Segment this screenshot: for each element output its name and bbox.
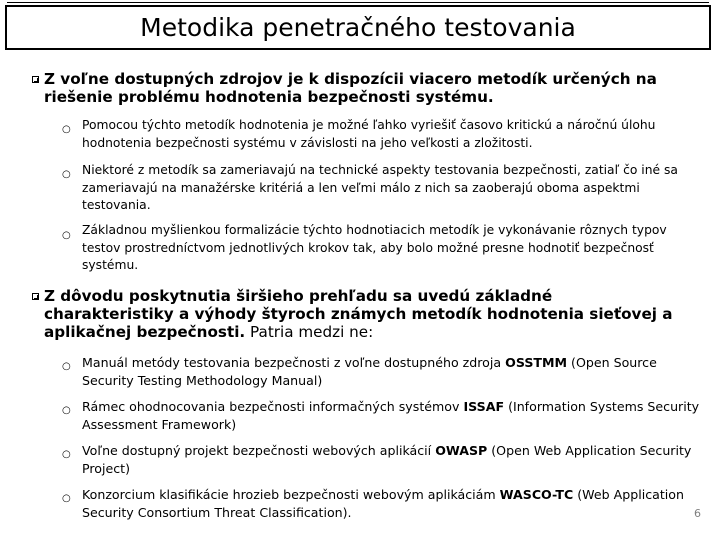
sub-2-2-pre: Rámec ohodnocovania bezpečnosti informačných systémov: [82, 399, 464, 414]
sub-2-4-bold: WASCO-TC: [499, 487, 574, 502]
sub-2-1-bold: OSSTMM: [505, 355, 568, 370]
sub-2-4-post: (Web Application Security Consortium Threat Classification).: [82, 487, 684, 520]
square-bullet-icon: [32, 293, 39, 300]
sub-point-1-3: Základnou myšlienkou formalizácie týchto hodnotiacich metodík je vykonávanie rôznych typov testov prostredníctvom jednotlivých krokov tak, aby bolo možné presne hodnotiť bezpečnosť systému.: [82, 223, 667, 272]
circle-bullet-icon: ○: [62, 493, 71, 504]
point-1-text: Z voľne dostupných zdrojov je k dispozícii viacero metodík určených na riešenie problému hodnotenia bezpečnosti systému.: [44, 70, 657, 106]
sub-point-2-1: [82, 354, 702, 389]
sub-2-1-pre: Manuál metódy testovania bezpečnosti z voľne dostupného zdroja: [82, 355, 506, 370]
title-text: Metodika penetračného testovania: [140, 13, 576, 42]
sub-point-1-1: Pomocou týchto metodík hodnotenia je možné ľahko vyriešiť časovo kritickú a náročnú úlohu hodnotenia bezpečnosti systému v závislosti na jeho veľkosti a zložitosti.: [82, 118, 656, 150]
slide-title: [5, 5, 711, 50]
sub-2-3-pre: Voľne dostupný projekt bezpečnosti webových aplikácií: [82, 443, 436, 458]
sub-point-1-2: Niektoré z metodík sa zameriavajú na technické aspekty testovania bezpečnosti, zatiaľ čo iné sa zameriavajú na manažérske kritériá a len veľmi málo z nich sa zaoberajú oboma aspektmi testovania.: [82, 163, 678, 212]
circle-bullet-icon: ○: [62, 230, 71, 241]
circle-bullet-icon: ○: [62, 405, 71, 416]
sub-point-2-4: [82, 486, 702, 521]
sub-2-1-post: (Open Source Security Testing Methodology Manual): [82, 355, 657, 388]
point-2-rest: Patria medzi ne:: [245, 323, 374, 341]
circle-bullet-icon: ○: [62, 449, 71, 460]
sub-2-2-post: (Information Systems Security Assessment Framework): [82, 399, 700, 432]
circle-bullet-icon: ○: [62, 124, 71, 135]
top-rule: [7, 2, 709, 3]
point-2-bold: Z dôvodu poskytnutia širšieho prehľadu sa uvedú základné charakteristiky a výhody štyroch známych metodík hodnotenia sieťovej a aplikačnej bezpečnosti.: [44, 287, 673, 341]
square-bullet-icon: [32, 76, 39, 83]
sub-point-2-3: [82, 442, 702, 477]
sub-2-3-bold: OWASP: [435, 443, 488, 458]
sub-2-4-pre: Konzorcium klasifikácie hrozieb bezpečnosti webovým aplikáciám: [82, 487, 500, 502]
sub-2-2-bold: ISSAF: [463, 399, 505, 414]
point-2-text: [44, 287, 684, 341]
circle-bullet-icon: ○: [62, 169, 71, 180]
circle-bullet-icon: ○: [62, 361, 71, 372]
sub-2-3-post: (Open Web Application Security Project): [82, 443, 692, 476]
page-number: 6: [694, 507, 701, 520]
sub-point-2-2: [82, 398, 702, 433]
